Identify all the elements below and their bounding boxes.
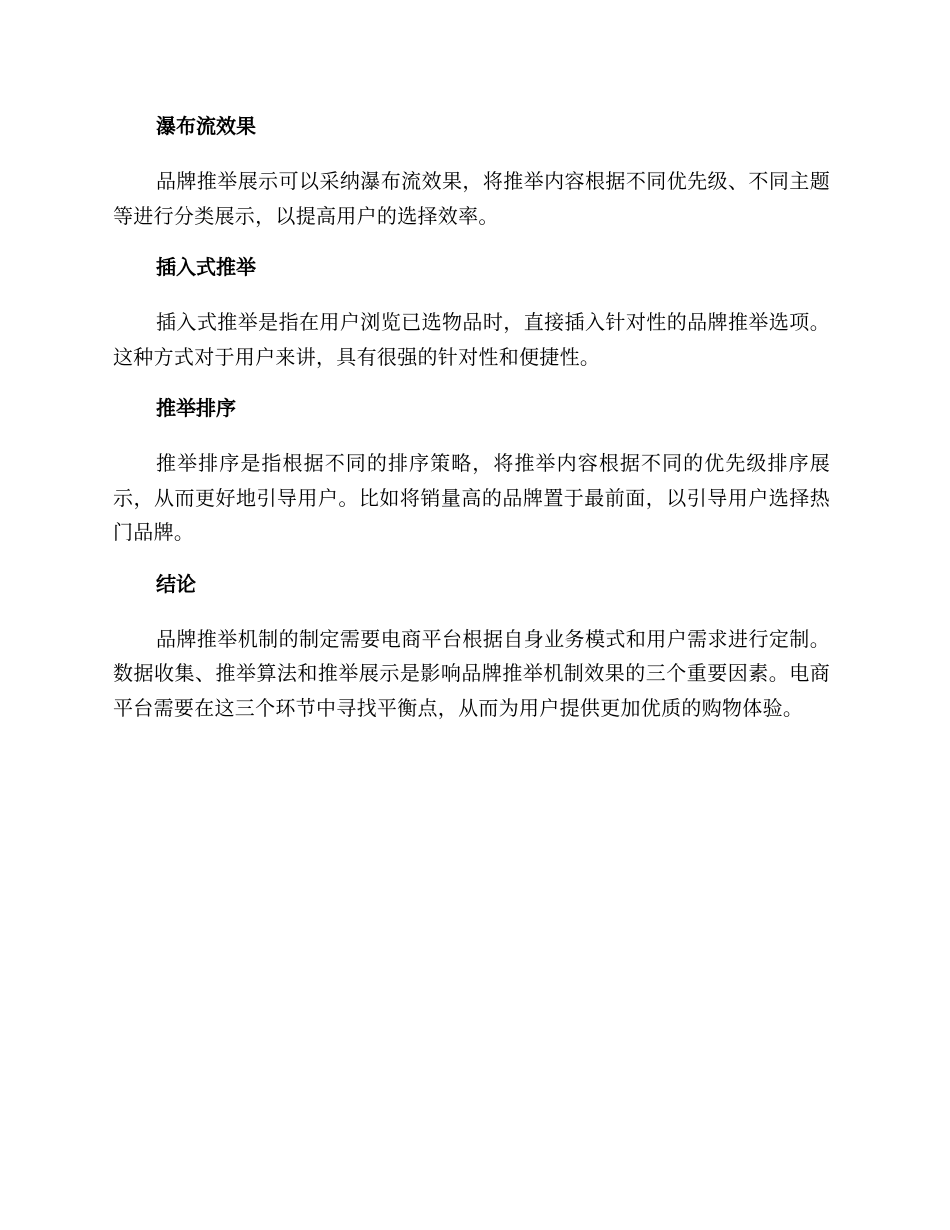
section-inline-recommendation — [113, 251, 830, 374]
section-paragraph: 品牌推举展示可以采纳瀑布流效果，将推举内容根据不同优先级、不同主题等进行分类展示，以提高用户的选择效率。 — [113, 169, 830, 228]
section-waterfall — [113, 110, 830, 233]
section-conclusion — [113, 568, 830, 726]
section-paragraph: 插入式推举是指在用户浏览已选物品时，直接插入针对性的品牌推举选项。这种方式对于用户来讲，具有很强的针对性和便捷性。 — [113, 310, 830, 369]
section-paragraph: 品牌推举机制的制定需要电商平台根据自身业务模式和用户需求进行定制。数据收集、推举算法和推举展示是影响品牌推举机制效果的三个重要因素。电商平台需要在这三个环节中寻找平衡点，从而为用户提供更加优质的购物体验。 — [113, 626, 830, 720]
section-heading: 推举排序 — [156, 396, 236, 420]
section-paragraph: 推举排序是指根据不同的排序策略，将推举内容根据不同的优先级排序展示，从而更好地引导用户。比如将销量高的品牌置于最前面，以引导用户选择热门品牌。 — [113, 451, 830, 544]
section-heading: 插入式推举 — [156, 255, 256, 279]
section-heading: 结论 — [156, 571, 196, 596]
section-heading: 瀑布流效果 — [156, 114, 256, 138]
section-recommendation-sorting — [113, 392, 830, 550]
